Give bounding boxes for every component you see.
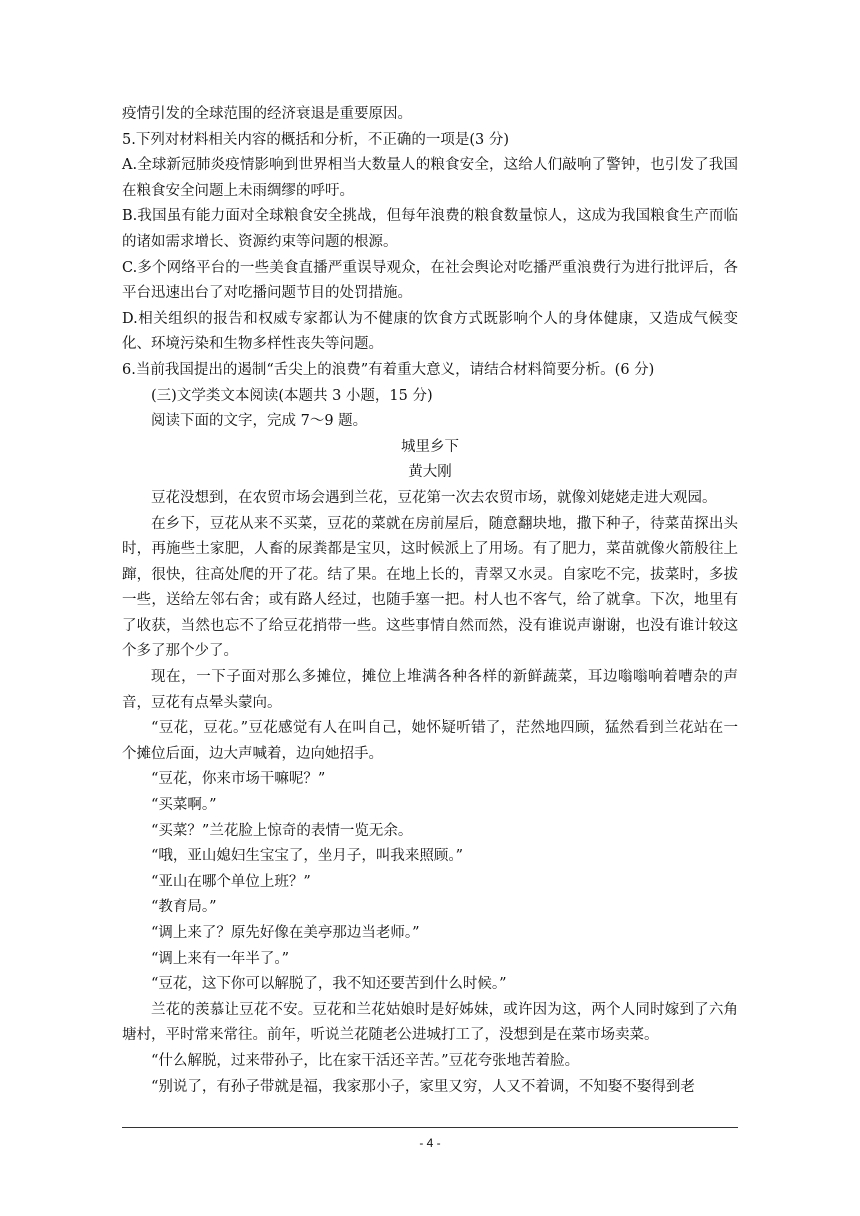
paragraph: “调上来有一年半了。” [151,950,290,967]
paragraph: “哦，亚山媳妇生宝宝了，坐月子，叫我来照顾。” [151,848,464,865]
paragraph: 疫情引发的全球范围的经济衰退是重要原因。 [122,106,412,122]
paragraph: 6.当前我国提出的遏制“舌尖上的浪费”有着重大意义，请结合材料简要分析。(6 分) [122,361,655,378]
paragraph: “买菜啊。” [151,797,217,814]
paragraph: “亚山在哪个单位上班？” [151,873,311,890]
paragraph: 阅读下面的文字，完成 7～9 题。 [151,413,368,430]
paragraph: “调上来了？原先好像在美亭那边当老师。” [151,925,420,941]
paragraph: B.我国虽有能力面对全球粮食安全挑战，但每年浪费的粮食数量惊人，这成为我国粮食生产而临的诸如需求增长、资源约束等问题的根源。 [122,208,738,250]
paragraph: C.多个网络平台的一些美食直播严重误导观众，在社会舆论对吃播严重浪费行为进行批评后，各平台迅速出台了对吃播问题节目的处罚措施。 [122,259,738,302]
paragraph: “别说了，有孙子带就是福，我家那小子，家里又穷，人又不着调，不知娶不娶得到老 [151,1078,695,1095]
paragraph: 现在，一下子面对那么多摊位，摊位上堆满各种各样的新鲜蔬菜，耳边嗡嗡响着嘈杂的声音，豆花有点晕头蒙向。 [122,669,738,711]
paragraph: 在乡下，豆花从来不买菜，豆花的菜就在房前屋后，随意翻块地，撒下种子，待菜苗探出头时，再施些土家肥，人畜的尿粪都是宝贝，这时候派上了用场。有了肥力，菜苗就像火箭般往上蹿，很快，往高处爬的开了花。结了果。在地上长的，青翠又水灵。自家吃不完，拔菜时，多拔一些，送给左邻右舍；或有路人经过，也随手塞一把。村人也不客气，给了就拿。下次，地里有了收获，当然也忘不了给豆花捎带一些。这些事情自然而然，没有谁说声谢谢，也没有谁计较这个多了那个少了。 [122,515,738,660]
centered-heading: 黄大刚 [408,464,452,481]
paragraph: “买菜？”兰花脸上惊奇的表情一览无余。 [151,822,413,839]
paragraph: D.相关组织的报告和权威专家都认为不健康的饮食方式既影响个人的身体健康，又造成气候变化、环境污染和生物多样性丧失等问题。 [122,310,738,353]
paragraph: “豆花，你来市场干嘛呢？” [151,771,326,788]
document-body [122,102,738,1100]
paragraph: “教育局。” [151,899,217,916]
paragraph: “豆花，这下你可以解脱了，我不知还要苦到什么时候。” [151,976,507,993]
page-number: - 4 - [419,1136,441,1150]
footer-divider [122,1127,738,1128]
paragraph: “豆花，豆花。”豆花感觉有人在叫自己，她怀疑听错了，茫然地四顾，猛然看到兰花站在一个摊位后面，边大声喊着，边向她招手。 [122,720,738,762]
paragraph: 豆花没想到，在农贸市场会遇到兰花，豆花第一次去农贸市场，就像刘姥姥走进大观园。 [151,489,717,506]
centered-heading: 城里乡下 [401,438,459,455]
paragraph: 兰花的羡慕让豆花不安。豆花和兰花姑娘时是好姊妹，或许因为这，两个人同时嫁到了六角塘村，平时常来常往。前年，听说兰花随老公进城打工了，没想到是在菜市场卖菜。 [122,1001,738,1044]
paragraph: A.全球新冠肺炎疫情影响到世界相当大数量人的粮食安全，这给人们敲响了警钟，也引发了我国在粮食安全问题上未雨绸缪的呼吁。 [122,157,738,199]
paragraph: “什么解脱，过来带孙子，比在家干活还辛苦。”豆花夸张地苦着脸。 [151,1052,580,1069]
paragraph: (三)文学类文本阅读(本题共 3 小题，15 分) [151,387,433,404]
paragraph: 5.下列对材料相关内容的概括和分析，不正确的一项是(3 分) [122,131,509,148]
